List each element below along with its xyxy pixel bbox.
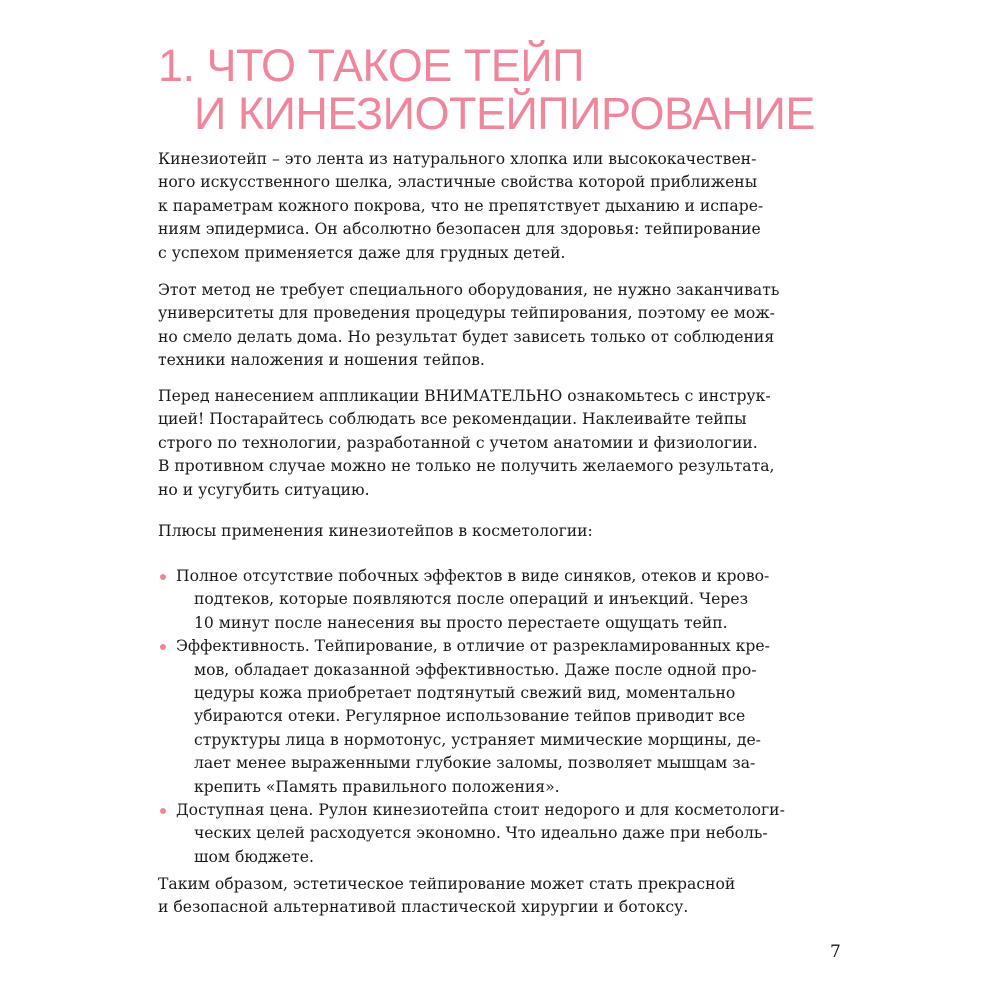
text-line: Плюсы применения кинезиотейпов в косметологии: bbox=[158, 522, 593, 540]
text-line: цедуры кожа приобретает подтянутый свежий вид, моментально bbox=[194, 684, 736, 703]
text-line: ного искусственного шелка, эластичные свойства которой приближены bbox=[158, 173, 758, 192]
paragraph-definition bbox=[158, 148, 803, 265]
text-line: но и усугубить ситуацию. bbox=[158, 480, 370, 499]
paragraph-benefits-intro bbox=[158, 520, 803, 543]
text-line: Таким образом, эстетическое тейпирование может стать прекрасной bbox=[158, 875, 736, 893]
text-line: Этот метод не требует специального оборудования, не нужно заканчивать bbox=[158, 281, 780, 299]
text-line: Полное отсутствие побочных эффектов в виде синяков, отеков и крово- bbox=[176, 567, 770, 585]
text-line: 10 минут после нанесения вы просто перестаете ощущать тейп. bbox=[194, 613, 728, 632]
text-line: мов, обладает доказанной эффективностью. Даже после одной про- bbox=[194, 660, 757, 679]
text-line: но смело делать дома. Но результат будет зависеть только от соблюдения bbox=[158, 327, 775, 346]
bullet-dot-icon bbox=[160, 808, 166, 814]
paragraph-warning bbox=[158, 385, 803, 502]
bullet-dot-icon bbox=[160, 644, 166, 650]
chapter-title-line-2: И КИНЕЗИОТЕЙПИРОВАНИЕ bbox=[194, 88, 815, 139]
bullet-dot-icon bbox=[160, 574, 166, 580]
text-line: шом бюджете. bbox=[194, 847, 314, 866]
text-line: с успехом применяется даже для грудных детей. bbox=[158, 243, 566, 262]
chapter-title bbox=[158, 42, 878, 138]
paragraph-method bbox=[158, 279, 803, 373]
text-line: Перед нанесением аппликации ВНИМАТЕЛЬНО ознакомьтесь с инструк- bbox=[158, 387, 771, 405]
text-line: Доступная цена. Рулон кинезиотейпа стоит недорого и для косметологи- bbox=[176, 801, 785, 820]
text-line: крепить «Память правильного положения». bbox=[194, 777, 560, 796]
text-line: строго по технологии, разработанной с учетом анатомии и физиологии. bbox=[158, 433, 758, 452]
text-line: Эффективность. Тейпирование, в отличие от разрекламированных кре- bbox=[176, 637, 770, 656]
page-number: 7 bbox=[830, 942, 841, 962]
benefits-list bbox=[158, 565, 803, 869]
text-line: структуры лица в нормотонус, устраняет мимические морщины, де- bbox=[194, 730, 761, 749]
text-line: лает менее выраженными глубокие заломы, позволяет мышцам за- bbox=[194, 754, 756, 773]
text-line: подтеков, которые появляются после операций и инъекций. Через bbox=[194, 590, 749, 609]
text-line: техники наложения и ношения тейпов. bbox=[158, 351, 485, 370]
text-line: Кинезиотейп – это лента из натурального хлопка или высококачествен- bbox=[158, 150, 757, 168]
text-line: ческих целей расходуется экономно. Что идеально даже при неболь- bbox=[194, 824, 768, 843]
text-line: ниям эпидермиса. Он абсолютно безопасен для здоровья: тейпирование bbox=[158, 220, 761, 239]
list-item bbox=[158, 635, 803, 799]
text-line: к параметрам кожного покрова, что не препятствует дыханию и испаре- bbox=[158, 196, 764, 215]
list-item bbox=[158, 799, 803, 869]
list-item bbox=[158, 565, 803, 635]
text-line: университеты для проведения процедуры тейпирования, поэтому ее мож- bbox=[158, 304, 775, 323]
text-line: и безопасной альтернативой пластической хирургии и ботоксу. bbox=[158, 898, 689, 917]
text-line: убираются отеки. Регулярное использование тейпов приводит все bbox=[194, 707, 746, 726]
text-line: В противном случае можно не только не получить желаемого результата, bbox=[158, 457, 775, 476]
text-line: цией! Постарайтесь соблюдать все рекомендации. Наклеивайте тейпы bbox=[158, 410, 747, 429]
paragraph-conclusion bbox=[158, 873, 803, 920]
chapter-title-line-1: 1. ЧТО ТАКОЕ ТЕЙП bbox=[158, 40, 584, 91]
